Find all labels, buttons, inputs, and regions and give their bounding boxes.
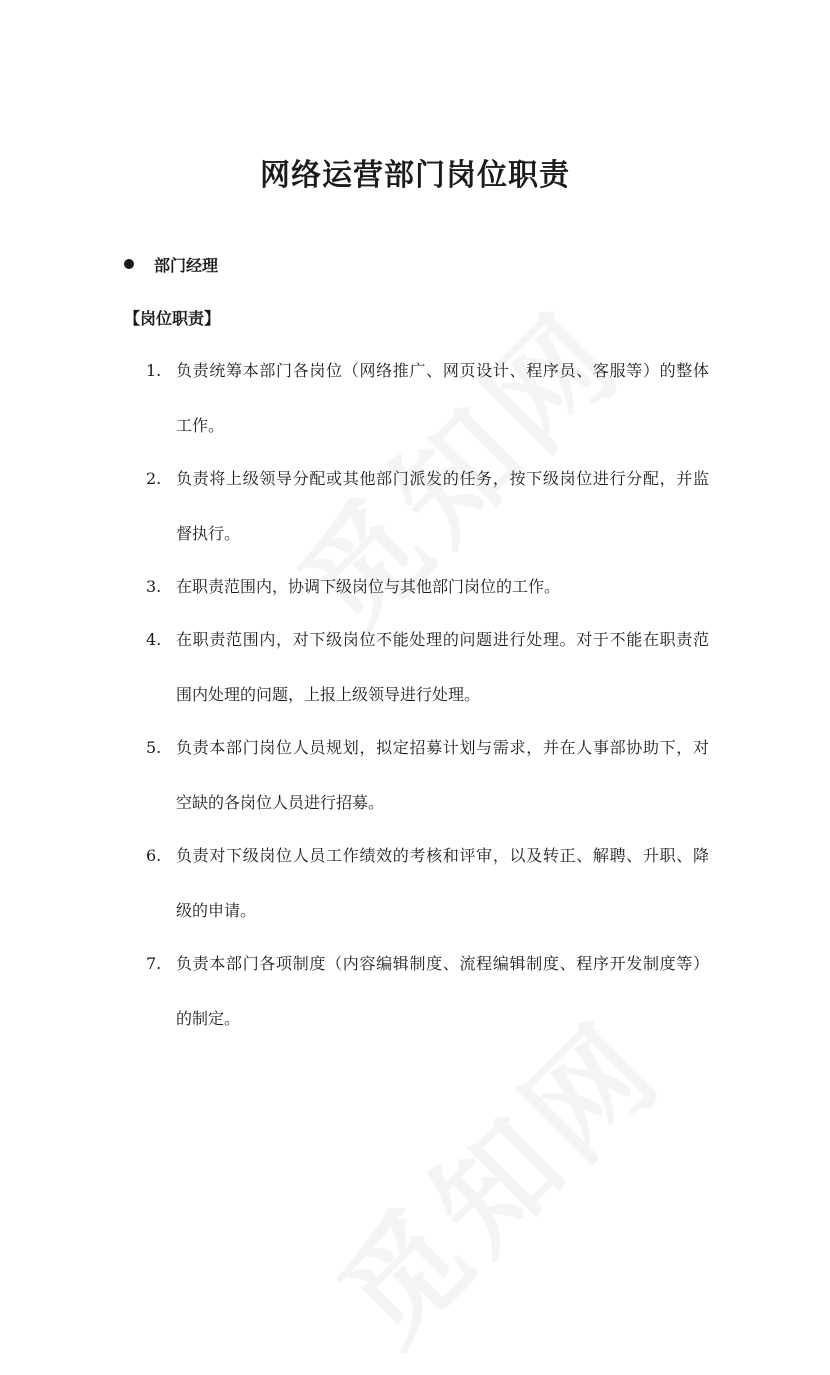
page-title: 网络运营部门岗位职责 [260,158,570,193]
item-text: 在职责范围内，对下级岗位不能处理的问题进行处理。对于不能在职责范 围内处理的问题，上报上级领导进行处理。 [176,630,709,704]
list-item [0,841,830,925]
item-number: 5. [146,738,162,757]
bullet-icon [124,259,134,269]
item-text: 负责对下级岗位人员工作绩效的考核和评审，以及转正、解聘、升职、降 级的申请。 [176,846,709,920]
item-number: 2. [146,469,162,488]
item-number: 7. [146,954,162,973]
section-heading: 部门经理 [154,255,219,275]
list-item [0,356,830,440]
item-text: 负责将上级领导分配或其他部门派发的任务，按下级岗位进行分配，并监 督执行。 [176,469,709,543]
duty-list [0,356,830,1057]
duties-subheading: 【岗位职责】 [124,309,221,328]
list-item [0,464,830,548]
item-number: 4. [146,630,162,649]
section-bullet [124,252,218,276]
item-text: 负责本部门岗位人员规划，拟定招募计划与需求，并在人事部协助下，对 空缺的各岗位人员进行招募。 [176,738,709,812]
item-number: 3. [146,577,162,596]
list-item [0,625,830,709]
item-number: 1. [146,361,162,380]
item-text: 负责统筹本部门各岗位（网络推广、网页设计、程序员、客服等）的整体 工作。 [176,361,709,435]
list-item [0,949,830,1033]
item-text: 负责本部门各项制度（内容编辑制度、流程编辑制度、程序开发制度等） 的制定。 [176,954,709,1028]
list-item [0,572,830,601]
item-number: 6. [146,846,162,865]
list-item [0,733,830,817]
item-text: 在职责范围内，协调下级岗位与其他部门岗位的工作。 [176,577,561,596]
